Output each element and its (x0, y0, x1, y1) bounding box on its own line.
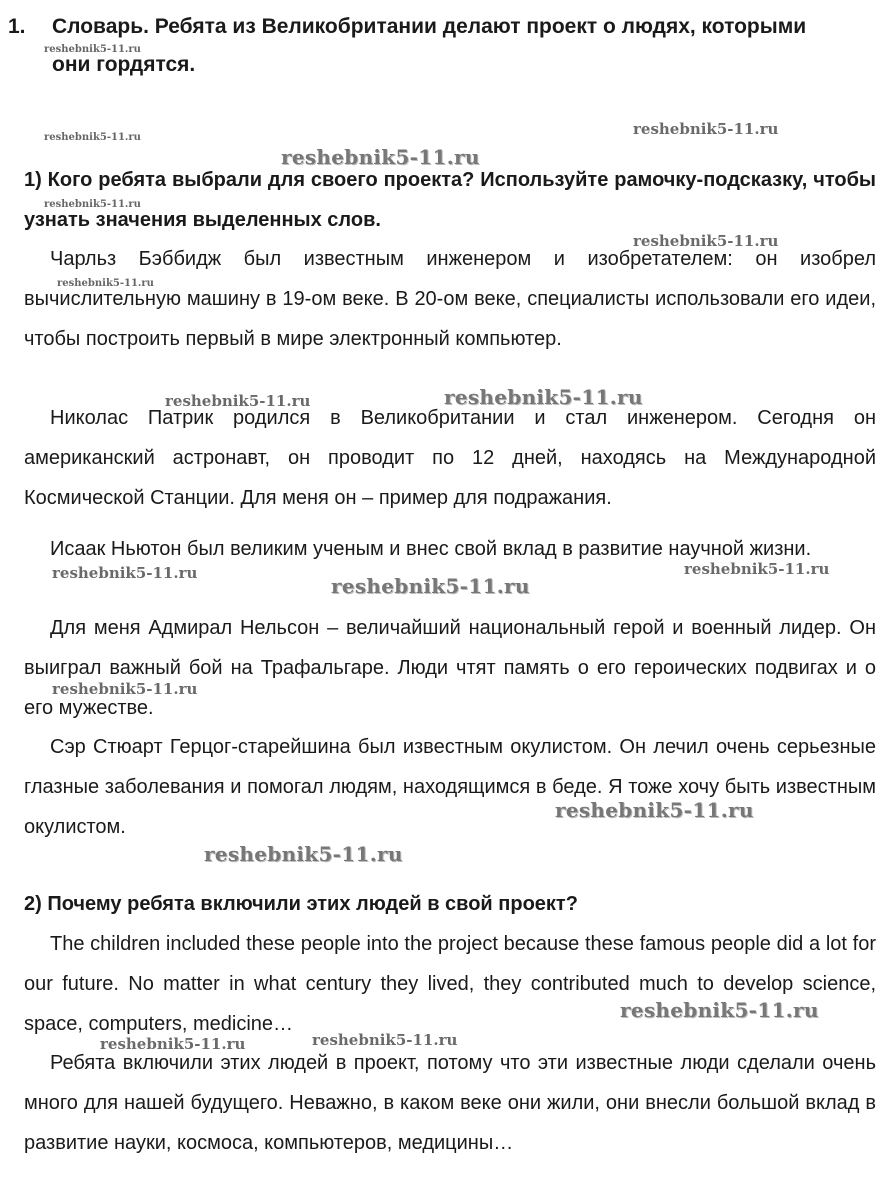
watermark: reshebnik5-11.ru (57, 278, 154, 289)
watermark: reshebnik5-11.ru (165, 392, 311, 410)
watermark: reshebnik5-11.ru (684, 560, 830, 578)
watermark: reshebnik5-11.ru (52, 680, 198, 698)
answer-russian: Ребята включили этих людей в проект, потому что эти известные люди сделали очень много для нашей будущего. Неважно, в каком веке они жили, они внесли большой вклад в развитие науки, космоса, компьютеров, медицины… (24, 1052, 876, 1154)
paragraph-oculist: Сэр Стюарт Герцог-старейшина был известным окулистом. Он лечил очень серьезные глазные заболевания и помогал людям, находящимся в беде. Я тоже хочу быть известным окулистом. (24, 736, 876, 838)
watermark: reshebnik5-11.ru (620, 998, 819, 1022)
watermark: reshebnik5-11.ru (633, 232, 779, 250)
watermark: reshebnik5-11.ru (281, 145, 480, 169)
watermark: reshebnik5-11.ru (312, 1031, 458, 1049)
exercise-number: 1. (8, 15, 26, 38)
paragraph-nelson: Для меня Адмирал Нельсон – величайший национальный герой и военный лидер. Он выиграл важный бой на Трафальгаре. Люди чтят память о его героических подвигах и о его мужестве. (24, 617, 876, 719)
exercise-title-line2: они гордятся. (52, 53, 196, 76)
question-1: 1) Кого ребята выбрали для своего проекта? Используйте рамочку-подсказку, чтобы узнать значения выделенных слов. (24, 169, 876, 231)
watermark: reshebnik5-11.ru (444, 385, 643, 409)
watermark: reshebnik5-11.ru (44, 132, 141, 143)
watermark: reshebnik5-11.ru (633, 120, 779, 138)
paragraph-babbage: Чарльз Бэббидж был известным инженером и изобретателем: он изобрел вычислительную машину в 19-ом веке. В 20-ом веке, специалисты использовали его идеи, чтобы построить первый в мире электронный компьютер. (24, 248, 876, 350)
watermark: reshebnik5-11.ru (204, 842, 403, 866)
watermark: reshebnik5-11.ru (52, 564, 198, 582)
exercise-heading (8, 8, 880, 84)
answer-english: The children included these people into the project because these famous people did a lot for our future. No matter in what century they lived, they contributed much to develop science, space, computers, medicine… (24, 933, 876, 1035)
watermark: reshebnik5-11.ru (331, 574, 530, 598)
watermark: reshebnik5-11.ru (555, 798, 754, 822)
exercise-title-line1: Словарь. Ребята из Великобритании делают проект о людях, которыми (52, 15, 807, 38)
watermark: reshebnik5-11.ru (44, 44, 141, 55)
question-2: 2) Почему ребята включили этих людей в свой проект? (24, 893, 578, 915)
paragraph-patrick: Николас Патрик родился в Великобритании и стал инженером. Сегодня он американский астронавт, он проводит по 12 дней, находясь на Международной Космической Станции. Для меня он – пример для подражания. (24, 407, 876, 509)
watermark: reshebnik5-11.ru (44, 199, 141, 210)
watermark: reshebnik5-11.ru (100, 1035, 246, 1053)
paragraph-newton: Исаак Ньютон был великим ученым и внес свой вклад в развитие научной жизни. (50, 538, 812, 560)
